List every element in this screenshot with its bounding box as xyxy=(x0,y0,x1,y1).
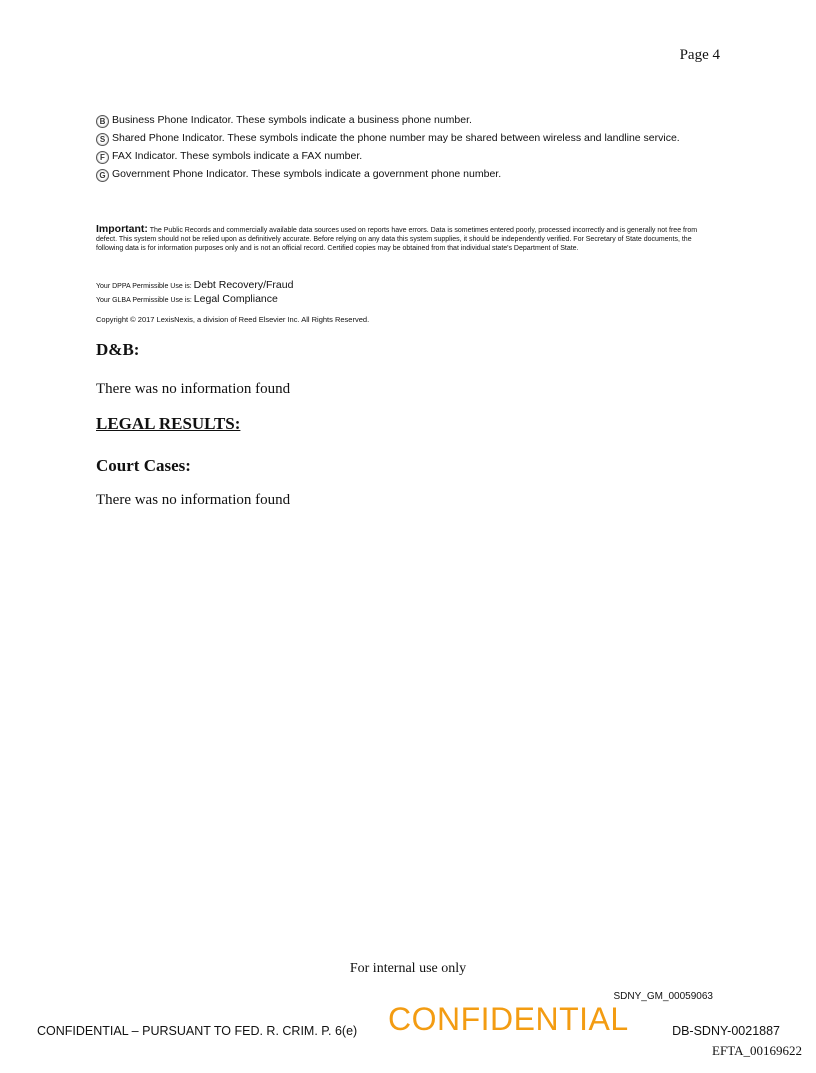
indicator-text: Shared Phone Indicator. These symbols indicate the phone number may be shared between wireless and landline service. xyxy=(112,132,680,144)
bates-number-db: DB-SDNY-0021887 xyxy=(672,1024,780,1038)
dnb-no-info-text: There was no information found xyxy=(96,381,291,397)
indicator-text: Business Phone Indicator. These symbols indicate a business phone number. xyxy=(112,114,472,126)
dppa-label: Your DPPA Permissible Use is: xyxy=(96,283,192,290)
copyright-notice: Copyright © 2017 LexisNexis, a division of Reed Elsevier Inc. All Rights Reserved. xyxy=(96,315,370,324)
bates-number-sdny: SDNY_GM_00059063 xyxy=(613,991,713,1002)
court-no-info-text: There was no information found xyxy=(96,492,291,508)
important-label: Important: xyxy=(96,223,148,235)
dnb-heading: D&B: xyxy=(96,340,140,359)
indicator-text: FAX Indicator. These symbols indicate a FAX number. xyxy=(112,150,363,162)
legal-results-heading: LEGAL RESULTS: xyxy=(96,414,241,433)
page-number: Page 4 xyxy=(679,47,720,63)
phone-indicator-legend xyxy=(96,114,716,186)
dppa-line xyxy=(96,279,293,293)
indicator-row-shared xyxy=(96,132,716,146)
glba-line xyxy=(96,293,293,307)
dppa-value: Debt Recovery/Fraud xyxy=(193,279,294,291)
indicator-row-government xyxy=(96,168,716,182)
indicator-row-business xyxy=(96,114,716,128)
efta-number: EFTA_00169622 xyxy=(712,1043,802,1058)
court-cases-heading: Court Cases: xyxy=(96,456,191,475)
important-text: The Public Records and commercially available data sources used on reports have errors. Data is sometimes entered poorly, processed incorrectly and is generally not free from defect. This system should not be relied upon as definitively accurate. Before relying on any data this system supplies, it should be independently verified. For Secretary of State documents, the following data is for information purposes only and is not an official record. Certified copies may be obtained from that individual state's Department of State. xyxy=(96,227,698,252)
fax-icon: F xyxy=(96,151,109,164)
confidential-notice: CONFIDENTIAL – PURSUANT TO FED. R. CRIM. P. 6(e) xyxy=(37,1024,358,1038)
glba-label: Your GLBA Permissible Use is: xyxy=(96,297,192,304)
business-phone-icon: B xyxy=(96,115,109,128)
confidential-stamp: CONFIDENTIAL xyxy=(388,1001,629,1037)
shared-phone-icon: S xyxy=(96,133,109,146)
glba-value: Legal Compliance xyxy=(193,293,278,305)
permissible-use xyxy=(96,279,293,307)
indicator-text: Government Phone Indicator. These symbols indicate a government phone number. xyxy=(112,168,502,180)
important-disclaimer xyxy=(96,225,716,253)
indicator-row-fax xyxy=(96,150,716,164)
internal-use-notice: For internal use only xyxy=(349,961,467,976)
government-phone-icon: G xyxy=(96,169,109,182)
